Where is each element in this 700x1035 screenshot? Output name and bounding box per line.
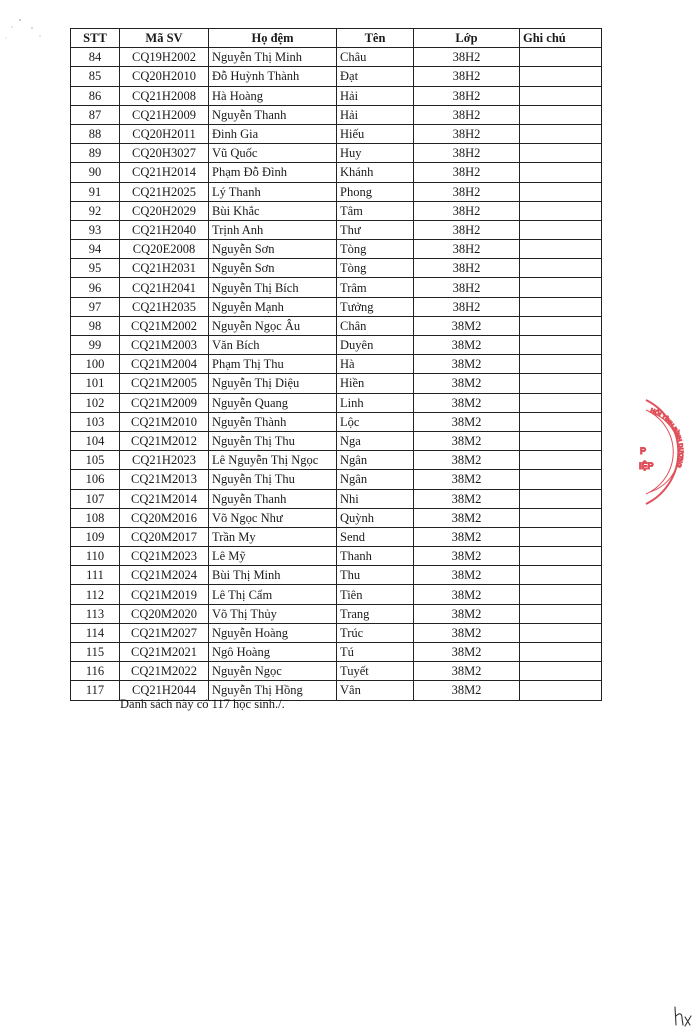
cell-first-name: Tú <box>337 643 414 662</box>
cell-student-id: CQ21M2009 <box>120 393 209 412</box>
cell-first-name: Hiền <box>337 374 414 393</box>
cell-first-name: Đạt <box>337 67 414 86</box>
student-list-table <box>70 28 602 701</box>
cell-class: 38M2 <box>414 316 520 335</box>
cell-notes <box>520 643 602 662</box>
cell-stt: 107 <box>71 489 120 508</box>
cell-first-name: Hải <box>337 86 414 105</box>
cell-notes <box>520 278 602 297</box>
cell-middle-name: Lê Thị Cẩm <box>209 585 337 604</box>
cell-first-name: Hiếu <box>337 124 414 143</box>
cell-first-name: Trâm <box>337 278 414 297</box>
cell-student-id: CQ21H2031 <box>120 259 209 278</box>
cell-notes <box>520 124 602 143</box>
cell-first-name: Thu <box>337 566 414 585</box>
cell-notes <box>520 182 602 201</box>
cell-notes <box>520 604 602 623</box>
cell-middle-name: Lê Mỹ <box>209 547 337 566</box>
cell-notes <box>520 355 602 374</box>
cell-student-id: CQ21H2040 <box>120 220 209 239</box>
cell-first-name: Phong <box>337 182 414 201</box>
cell-first-name: Ngân <box>337 470 414 489</box>
cell-first-name: Thanh <box>337 547 414 566</box>
cell-class: 38H2 <box>414 220 520 239</box>
cell-first-name: Tâm <box>337 201 414 220</box>
cell-middle-name: Đỗ Huỳnh Thành <box>209 67 337 86</box>
cell-student-id: CQ20H2010 <box>120 67 209 86</box>
table-row <box>71 220 602 239</box>
cell-student-id: CQ21M2023 <box>120 547 209 566</box>
cell-notes <box>520 681 602 700</box>
cell-middle-name: Nguyễn Thị Thu <box>209 431 337 450</box>
cell-student-id: CQ21M2014 <box>120 489 209 508</box>
cell-student-id: CQ20M2017 <box>120 527 209 546</box>
cell-notes <box>520 412 602 431</box>
cell-middle-name: Nguyễn Sơn <box>209 259 337 278</box>
cell-middle-name: Lê Nguyễn Thị Ngọc <box>209 451 337 470</box>
cell-notes <box>520 585 602 604</box>
cell-student-id: CQ20M2016 <box>120 508 209 527</box>
cell-first-name: Vân <box>337 681 414 700</box>
cell-notes <box>520 489 602 508</box>
cell-student-id: CQ20H2011 <box>120 124 209 143</box>
table-header-row <box>71 29 602 48</box>
cell-stt: 102 <box>71 393 120 412</box>
cell-notes <box>520 527 602 546</box>
cell-class: 38H2 <box>414 48 520 67</box>
cell-middle-name: Nguyễn Thành <box>209 412 337 431</box>
cell-stt: 97 <box>71 297 120 316</box>
cell-stt: 116 <box>71 662 120 681</box>
cell-middle-name: Văn Bích <box>209 336 337 355</box>
cell-first-name: Thư <box>337 220 414 239</box>
cell-notes <box>520 662 602 681</box>
cell-middle-name: Đinh Gia <box>209 124 337 143</box>
table-row <box>71 470 602 489</box>
table-row <box>71 297 602 316</box>
cell-notes <box>520 470 602 489</box>
cell-first-name: Tòng <box>337 240 414 259</box>
cell-notes <box>520 374 602 393</box>
table-row <box>71 508 602 527</box>
table-row <box>71 316 602 335</box>
table-row <box>71 105 602 124</box>
cell-first-name: Tuyết <box>337 662 414 681</box>
cell-notes <box>520 451 602 470</box>
cell-notes <box>520 508 602 527</box>
cell-class: 38M2 <box>414 374 520 393</box>
table-row <box>71 412 602 431</box>
table-row <box>71 163 602 182</box>
cell-student-id: CQ21M2022 <box>120 662 209 681</box>
table-row <box>71 547 602 566</box>
cell-stt: 112 <box>71 585 120 604</box>
cell-middle-name: Nguyễn Thị Minh <box>209 48 337 67</box>
cell-student-id: CQ21M2004 <box>120 355 209 374</box>
cell-middle-name: Nguyễn Thị Diệu <box>209 374 337 393</box>
cell-middle-name: Trịnh Anh <box>209 220 337 239</box>
cell-first-name: Trúc <box>337 623 414 642</box>
table-row <box>71 201 602 220</box>
cell-stt: 108 <box>71 508 120 527</box>
cell-stt: 87 <box>71 105 120 124</box>
cell-middle-name: Nguyễn Mạnh <box>209 297 337 316</box>
cell-student-id: CQ21M2002 <box>120 316 209 335</box>
cell-stt: 99 <box>71 336 120 355</box>
cell-notes <box>520 105 602 124</box>
cell-middle-name: Nguyễn Thị Bích <box>209 278 337 297</box>
cell-first-name: Huy <box>337 144 414 163</box>
cell-middle-name: Bùi Khắc <box>209 201 337 220</box>
svg-text:HỘI TỈNH BÌNH DƯƠNG <box>649 408 683 468</box>
cell-middle-name: Trần My <box>209 527 337 546</box>
cell-middle-name: Hà Hoàng <box>209 86 337 105</box>
header-notes: Ghi chú <box>520 29 602 48</box>
table-row <box>71 259 602 278</box>
cell-first-name: Nga <box>337 431 414 450</box>
cell-stt: 89 <box>71 144 120 163</box>
cell-class: 38M2 <box>414 355 520 374</box>
table-row <box>71 48 602 67</box>
cell-stt: 91 <box>71 182 120 201</box>
cell-stt: 114 <box>71 623 120 642</box>
cell-stt: 111 <box>71 566 120 585</box>
seal-fragment-iep: IỆP <box>639 461 654 471</box>
cell-middle-name: Nguyễn Hoàng <box>209 623 337 642</box>
cell-class: 38M2 <box>414 489 520 508</box>
seal-arc-text: HỘI TỈNH BÌNH DƯƠNG <box>649 408 684 468</box>
cell-stt: 110 <box>71 547 120 566</box>
cell-class: 38M2 <box>414 547 520 566</box>
cell-student-id: CQ21M2019 <box>120 585 209 604</box>
cell-first-name: Quỳnh <box>337 508 414 527</box>
cell-stt: 86 <box>71 86 120 105</box>
table-row <box>71 240 602 259</box>
cell-class: 38M2 <box>414 681 520 700</box>
table-row <box>71 585 602 604</box>
cell-class: 38M2 <box>414 623 520 642</box>
cell-first-name: Trang <box>337 604 414 623</box>
cell-stt: 100 <box>71 355 120 374</box>
cell-middle-name: Phạm Đỗ Đình <box>209 163 337 182</box>
cell-student-id: CQ20H2029 <box>120 201 209 220</box>
official-seal-icon <box>628 392 700 512</box>
table-row <box>71 451 602 470</box>
cell-stt: 93 <box>71 220 120 239</box>
cell-student-id: CQ21H2041 <box>120 278 209 297</box>
cell-class: 38H2 <box>414 105 520 124</box>
table-row <box>71 566 602 585</box>
table-row <box>71 86 602 105</box>
cell-middle-name: Nguyễn Ngọc <box>209 662 337 681</box>
cell-student-id: CQ21H2014 <box>120 163 209 182</box>
table-body <box>71 48 602 700</box>
cell-class: 38H2 <box>414 240 520 259</box>
table-row <box>71 643 602 662</box>
cell-student-id: CQ20E2008 <box>120 240 209 259</box>
cell-student-id: CQ21M2010 <box>120 412 209 431</box>
cell-notes <box>520 393 602 412</box>
header-stt: STT <box>71 29 120 48</box>
cell-middle-name: Nguyễn Sơn <box>209 240 337 259</box>
table-row <box>71 144 602 163</box>
cell-middle-name: Võ Ngọc Như <box>209 508 337 527</box>
cell-first-name: Châu <box>337 48 414 67</box>
cell-first-name: Hải <box>337 105 414 124</box>
cell-class: 38H2 <box>414 259 520 278</box>
cell-stt: 101 <box>71 374 120 393</box>
cell-notes <box>520 566 602 585</box>
cell-stt: 104 <box>71 431 120 450</box>
cell-class: 38H2 <box>414 144 520 163</box>
cell-student-id: CQ21M2021 <box>120 643 209 662</box>
cell-class: 38M2 <box>414 336 520 355</box>
cell-notes <box>520 163 602 182</box>
cell-class: 38M2 <box>414 604 520 623</box>
cell-middle-name: Vũ Quốc <box>209 144 337 163</box>
table-row <box>71 623 602 642</box>
cell-student-id: CQ21M2027 <box>120 623 209 642</box>
table-row <box>71 527 602 546</box>
cell-class: 38M2 <box>414 508 520 527</box>
cell-middle-name: Nguyễn Thanh <box>209 105 337 124</box>
cell-notes <box>520 220 602 239</box>
cell-middle-name: Phạm Thị Thu <box>209 355 337 374</box>
cell-student-id: CQ21H2008 <box>120 86 209 105</box>
cell-student-id: CQ21M2003 <box>120 336 209 355</box>
cell-stt: 113 <box>71 604 120 623</box>
cell-class: 38H2 <box>414 182 520 201</box>
cell-middle-name: Nguyễn Thị Thu <box>209 470 337 489</box>
cell-middle-name: Ngô Hoàng <box>209 643 337 662</box>
cell-stt: 92 <box>71 201 120 220</box>
cell-middle-name: Nguyễn Thị Hồng <box>209 681 337 700</box>
cell-first-name: Send <box>337 527 414 546</box>
cell-first-name: Chân <box>337 316 414 335</box>
cell-middle-name: Nguyễn Quang <box>209 393 337 412</box>
table-row <box>71 355 602 374</box>
cell-stt: 106 <box>71 470 120 489</box>
cell-notes <box>520 48 602 67</box>
cell-class: 38H2 <box>414 67 520 86</box>
cell-class: 38H2 <box>414 278 520 297</box>
cell-student-id: CQ20H3027 <box>120 144 209 163</box>
cell-notes <box>520 547 602 566</box>
cell-notes <box>520 297 602 316</box>
table-row <box>71 182 602 201</box>
cell-stt: 115 <box>71 643 120 662</box>
table-row <box>71 67 602 86</box>
cell-student-id: CQ21M2024 <box>120 566 209 585</box>
cell-first-name: Linh <box>337 393 414 412</box>
cell-stt: 103 <box>71 412 120 431</box>
cell-student-id: CQ21H2023 <box>120 451 209 470</box>
cell-notes <box>520 201 602 220</box>
cell-stt: 98 <box>71 316 120 335</box>
cell-first-name: Tưởng <box>337 297 414 316</box>
cell-student-id: CQ21M2012 <box>120 431 209 450</box>
cell-notes <box>520 67 602 86</box>
table-row <box>71 336 602 355</box>
header-middle-name: Họ đệm <box>209 29 337 48</box>
cell-first-name: Duyên <box>337 336 414 355</box>
cell-first-name: Hà <box>337 355 414 374</box>
cell-notes <box>520 431 602 450</box>
cell-first-name: Lộc <box>337 412 414 431</box>
cell-notes <box>520 86 602 105</box>
cell-middle-name: Nguyễn Thanh <box>209 489 337 508</box>
table-row <box>71 278 602 297</box>
cell-middle-name: Lý Thanh <box>209 182 337 201</box>
cell-notes <box>520 144 602 163</box>
cell-class: 38H2 <box>414 163 520 182</box>
cell-student-id: CQ20M2020 <box>120 604 209 623</box>
cell-middle-name: Võ Thị Thủy <box>209 604 337 623</box>
footer-note: Danh sách này có 117 học sinh./. <box>120 697 285 711</box>
cell-student-id: CQ19H2002 <box>120 48 209 67</box>
cell-student-id: CQ21H2035 <box>120 297 209 316</box>
cell-student-id: CQ21M2013 <box>120 470 209 489</box>
cell-stt: 85 <box>71 67 120 86</box>
cell-stt: 105 <box>71 451 120 470</box>
cell-notes <box>520 336 602 355</box>
table-row <box>71 374 602 393</box>
initials-icon <box>672 1003 698 1029</box>
table-row <box>71 489 602 508</box>
cell-stt: 95 <box>71 259 120 278</box>
cell-class: 38M2 <box>414 431 520 450</box>
cell-class: 38H2 <box>414 297 520 316</box>
cell-class: 38H2 <box>414 201 520 220</box>
cell-stt: 94 <box>71 240 120 259</box>
cell-stt: 84 <box>71 48 120 67</box>
cell-class: 38M2 <box>414 643 520 662</box>
cell-class: 38H2 <box>414 124 520 143</box>
cell-notes <box>520 259 602 278</box>
cell-middle-name: Nguyễn Ngọc Âu <box>209 316 337 335</box>
cell-class: 38M2 <box>414 451 520 470</box>
table-row <box>71 124 602 143</box>
cell-class: 38M2 <box>414 662 520 681</box>
cell-student-id: CQ21H2044 <box>120 681 209 700</box>
cell-stt: 109 <box>71 527 120 546</box>
cell-stt: 90 <box>71 163 120 182</box>
cell-middle-name: Bùi Thị Minh <box>209 566 337 585</box>
cell-class: 38M2 <box>414 470 520 489</box>
cell-first-name: Khánh <box>337 163 414 182</box>
cell-stt: 117 <box>71 681 120 700</box>
table-row <box>71 604 602 623</box>
cell-student-id: CQ21H2009 <box>120 105 209 124</box>
cell-first-name: Nhi <box>337 489 414 508</box>
cell-class: 38M2 <box>414 412 520 431</box>
cell-notes <box>520 623 602 642</box>
cell-class: 38H2 <box>414 86 520 105</box>
table-row <box>71 393 602 412</box>
header-student-id: Mã SV <box>120 29 209 48</box>
cell-first-name: Tiên <box>337 585 414 604</box>
cell-notes <box>520 240 602 259</box>
header-class: Lớp <box>414 29 520 48</box>
cell-stt: 96 <box>71 278 120 297</box>
cell-stt: 88 <box>71 124 120 143</box>
cell-notes <box>520 316 602 335</box>
cell-class: 38M2 <box>414 527 520 546</box>
cell-first-name: Ngân <box>337 451 414 470</box>
cell-student-id: CQ21H2025 <box>120 182 209 201</box>
cell-class: 38M2 <box>414 585 520 604</box>
scan-specks <box>0 0 60 60</box>
cell-student-id: CQ21M2005 <box>120 374 209 393</box>
cell-class: 38M2 <box>414 566 520 585</box>
cell-first-name: Tòng <box>337 259 414 278</box>
header-first-name: Tên <box>337 29 414 48</box>
table-row <box>71 662 602 681</box>
table-row <box>71 431 602 450</box>
seal-fragment-p: P <box>640 446 647 456</box>
cell-class: 38M2 <box>414 393 520 412</box>
